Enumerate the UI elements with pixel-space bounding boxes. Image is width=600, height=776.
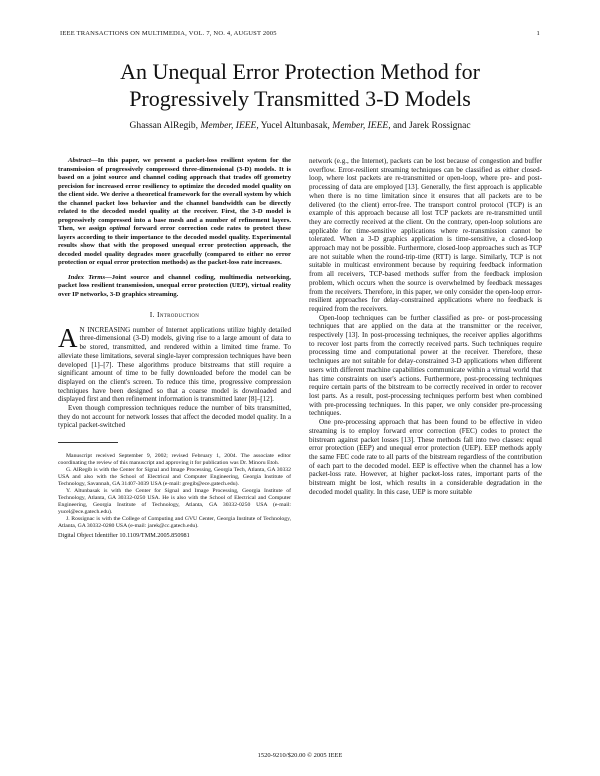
title-line-1: An Unequal Error Protection Method for xyxy=(120,59,480,84)
index-terms-lead: Index Terms xyxy=(68,273,106,281)
right-paragraph-2: Open-loop techniques can be further classified as pre- or post-processing techniques that are applied on the data at the transmitter or the receiver, respectively [13]. In post-processing techniques, the receiver applies algorithms to recover lost parts from the correctly received parts. Such techniques require processing time and computational power at the receiver. Therefore, these techniques are not suitable for delay-constrained 3-D applications when different users with different machine capabilities communicate within a virtual world that has time constraints on user's actions. Furthermore, post-processing techniques require certain parts of the bitstream to be correctly received in order to recover lost parts. As a result, post-processing techniques perform best when combined with pre-processing techniques. In this paper, we only consider pre-processing techniques. xyxy=(309,313,542,418)
author-1-role: Member, IEEE xyxy=(200,121,257,131)
abstract-lead: Abstract xyxy=(68,157,92,164)
intro-text-1: number of Internet applications utilize highly detailed three-dimensional (3-D) models, giving rise to a large amount of data to be stored, transmitted, and rendered within a limited time frame. To alleviate these limitations, several single-layer compression techniques have been developed [1]–[7]. These algorithms produce bitstreams that still require a significant amount of time to be fully downloaded before the model can be displayed on the client's screen. To reduce this time, progressive compression techniques have been designed so that a coarse model is downloaded and displayed first and then refinement information is transmitted later [8]–[12]. xyxy=(58,325,291,404)
title-line-2: Progressively Transmitted 3-D Models xyxy=(129,86,471,111)
intro-lead-caps: N INCREASING xyxy=(79,325,131,334)
author-3-name: , and Jarek Rossignac xyxy=(388,121,471,131)
footnote-author-1: G. AlRegib is with the Center for Signal and Image Processing, Georgia Tech, Atlanta, GA 30332 USA and also with the School of Electrical and Computer Engineering, Georgia Institute of Technology, Savannah, GA 31407-3039 USA (e-mail: gregib@ece.gatech.edu). xyxy=(58,467,291,488)
author-2-name: , Yucel Altunbasak, xyxy=(256,121,330,131)
right-paragraph-1: network (e.g., the Internet), packets can be lost because of congestion and buffer overflow. Error-resilient streaming techniques can be classified as either closed-loop, where lost packets are re-transmitted or open-loop, where pre- and post-processing of data are employed [13]. Generally, the first approach is applicable when there is no time limitation since it ensures that all packets are to be delivered (to the client) error-free. The transport control protocol (TCP) is an example of this approach because all lost TCP packets are re-transmitted until they are correctly received at the client. On the contrary, open-loop solutions are applicable for time-sensitive applications where re-transmission cannot be tolerated. When a 3-D graphics application is time-sensitive, a closed-loop approach may not be possible. Furthermore, closed-loop approaches such as TCP are not suitable when the round-trip-time (RTT) is large. Similarly, TCP is not suitable in multicast environment because by requiring feedback information from all receivers, TCP-based methods suffer from the feedback implosion problem, which occurs when the source is overwhelmed by feedback messages from the receivers. Therefore, in this paper, we only consider the open-loop error-resilient approaches for delay-constrained applications where no feedback is required from the receivers. xyxy=(309,157,542,313)
intro-paragraph-1 xyxy=(58,322,291,404)
abstract-text-1: —In this paper, we present a packet-loss resilient system for the transmission of progressively compressed three-dimensional (3-D) models. It is based on a joint source and channel coding approach that trades off geometry precision for increased error resiliency to optimize the decoded model quality on the client side. We derive a theoretical framework for the overall system by which the channel packet loss behavior and the channel bandwidth can be directly related to the decoded model quality at the receiver. First, the 3-D model is progressively compressed into a base mesh and a number of refinement layers. Then, we assign xyxy=(58,157,291,232)
abstract xyxy=(58,157,291,268)
index-terms xyxy=(58,274,291,300)
left-column xyxy=(58,157,291,539)
intro-paragraph-2: Even though compression techniques reduce the number of bits transmitted, they do not account for network losses that affect the decoded model quality. In a typical packet-switched xyxy=(58,404,291,430)
section-number: I. xyxy=(149,310,155,319)
right-paragraph-3: One pre-processing approach that has been found to be effective in video streaming is to employ forward error correction (FEC) codes to protect the bitstream against packet losses [13]. These methods fall into two classes: equal error protection (EEP) and unequal error protection (UEP). EEP methods apply the same FEC code rate to all parts of the bitstream regardless of the contribution of each part to the decoded model. EEP is effective when the channel has a low packet-loss rate. However, at higher packet-loss rates, important parts of the bitstream might be lost, which results in a considerable degradation in the decoded model quality. In this case, UEP is more suitable xyxy=(309,418,542,496)
footnotes xyxy=(58,453,291,539)
author-1-name: Ghassan AlRegib, xyxy=(129,121,199,131)
index-terms-text: —Joint source and channel coding, multimedia networking, packet loss resilient transmission, unequal error protection (UEP), virtual reality over IP networks, 3-D graphics streaming. xyxy=(58,273,291,298)
section-heading xyxy=(58,311,291,320)
footnote-author-2: Y. Altunbasak is with the Center for Signal and Image Processing, Georgia Institute of Technology, Atlanta, GA 30332-0250 USA. He is also with the School of Electrical and Computer Engineering, Georgia Institute of Technology, Atlanta, GA 30332-0250 USA (e-mail: yucel@ece.gatech.edu). xyxy=(58,488,291,516)
right-column xyxy=(309,157,542,496)
journal-header: IEEE TRANSACTIONS ON MULTIMEDIA, VOL. 7, NO. 4, AUGUST 2005 xyxy=(60,30,277,37)
abstract-emphasis: optimal xyxy=(109,225,131,232)
abstract-text-2: forward error correction code rates to protect these layers according to their importance to the decoded model quality. Experimental results show that with the proposed unequal error protection approach, the decoded model quality degrades more gracefully (compared to either no error protection or equal error protection methods) as the packet-loss rate increases. xyxy=(58,225,291,266)
footnote-rule xyxy=(58,442,118,443)
footnote-manuscript: Manuscript received September 9, 2002; revised February 1, 2004. The associate editor coordinating the review of this manuscript and approving it for publication was Dr. Minoru Etoh. xyxy=(58,453,291,467)
footnote-author-3: J. Rossignac is with the College of Computing and GVU Center, Georgia Institute of Technology, Atlanta, GA 30332-0280 USA (e-mail: jarek@cc.gatech.edu). xyxy=(58,516,291,530)
author-list xyxy=(60,121,540,131)
section-title: Introduction xyxy=(156,310,200,319)
drop-cap: A xyxy=(58,322,78,353)
running-head xyxy=(60,30,540,37)
copyright-line: 1520-9210/$20.00 © 2005 IEEE xyxy=(257,752,343,759)
doi-line: Digital Object Identifier 10.1109/TMM.2005.850981 xyxy=(58,532,190,540)
author-2-role: Member, IEEE xyxy=(332,121,389,131)
page-number: 1 xyxy=(536,30,540,37)
paper-title xyxy=(60,58,540,112)
